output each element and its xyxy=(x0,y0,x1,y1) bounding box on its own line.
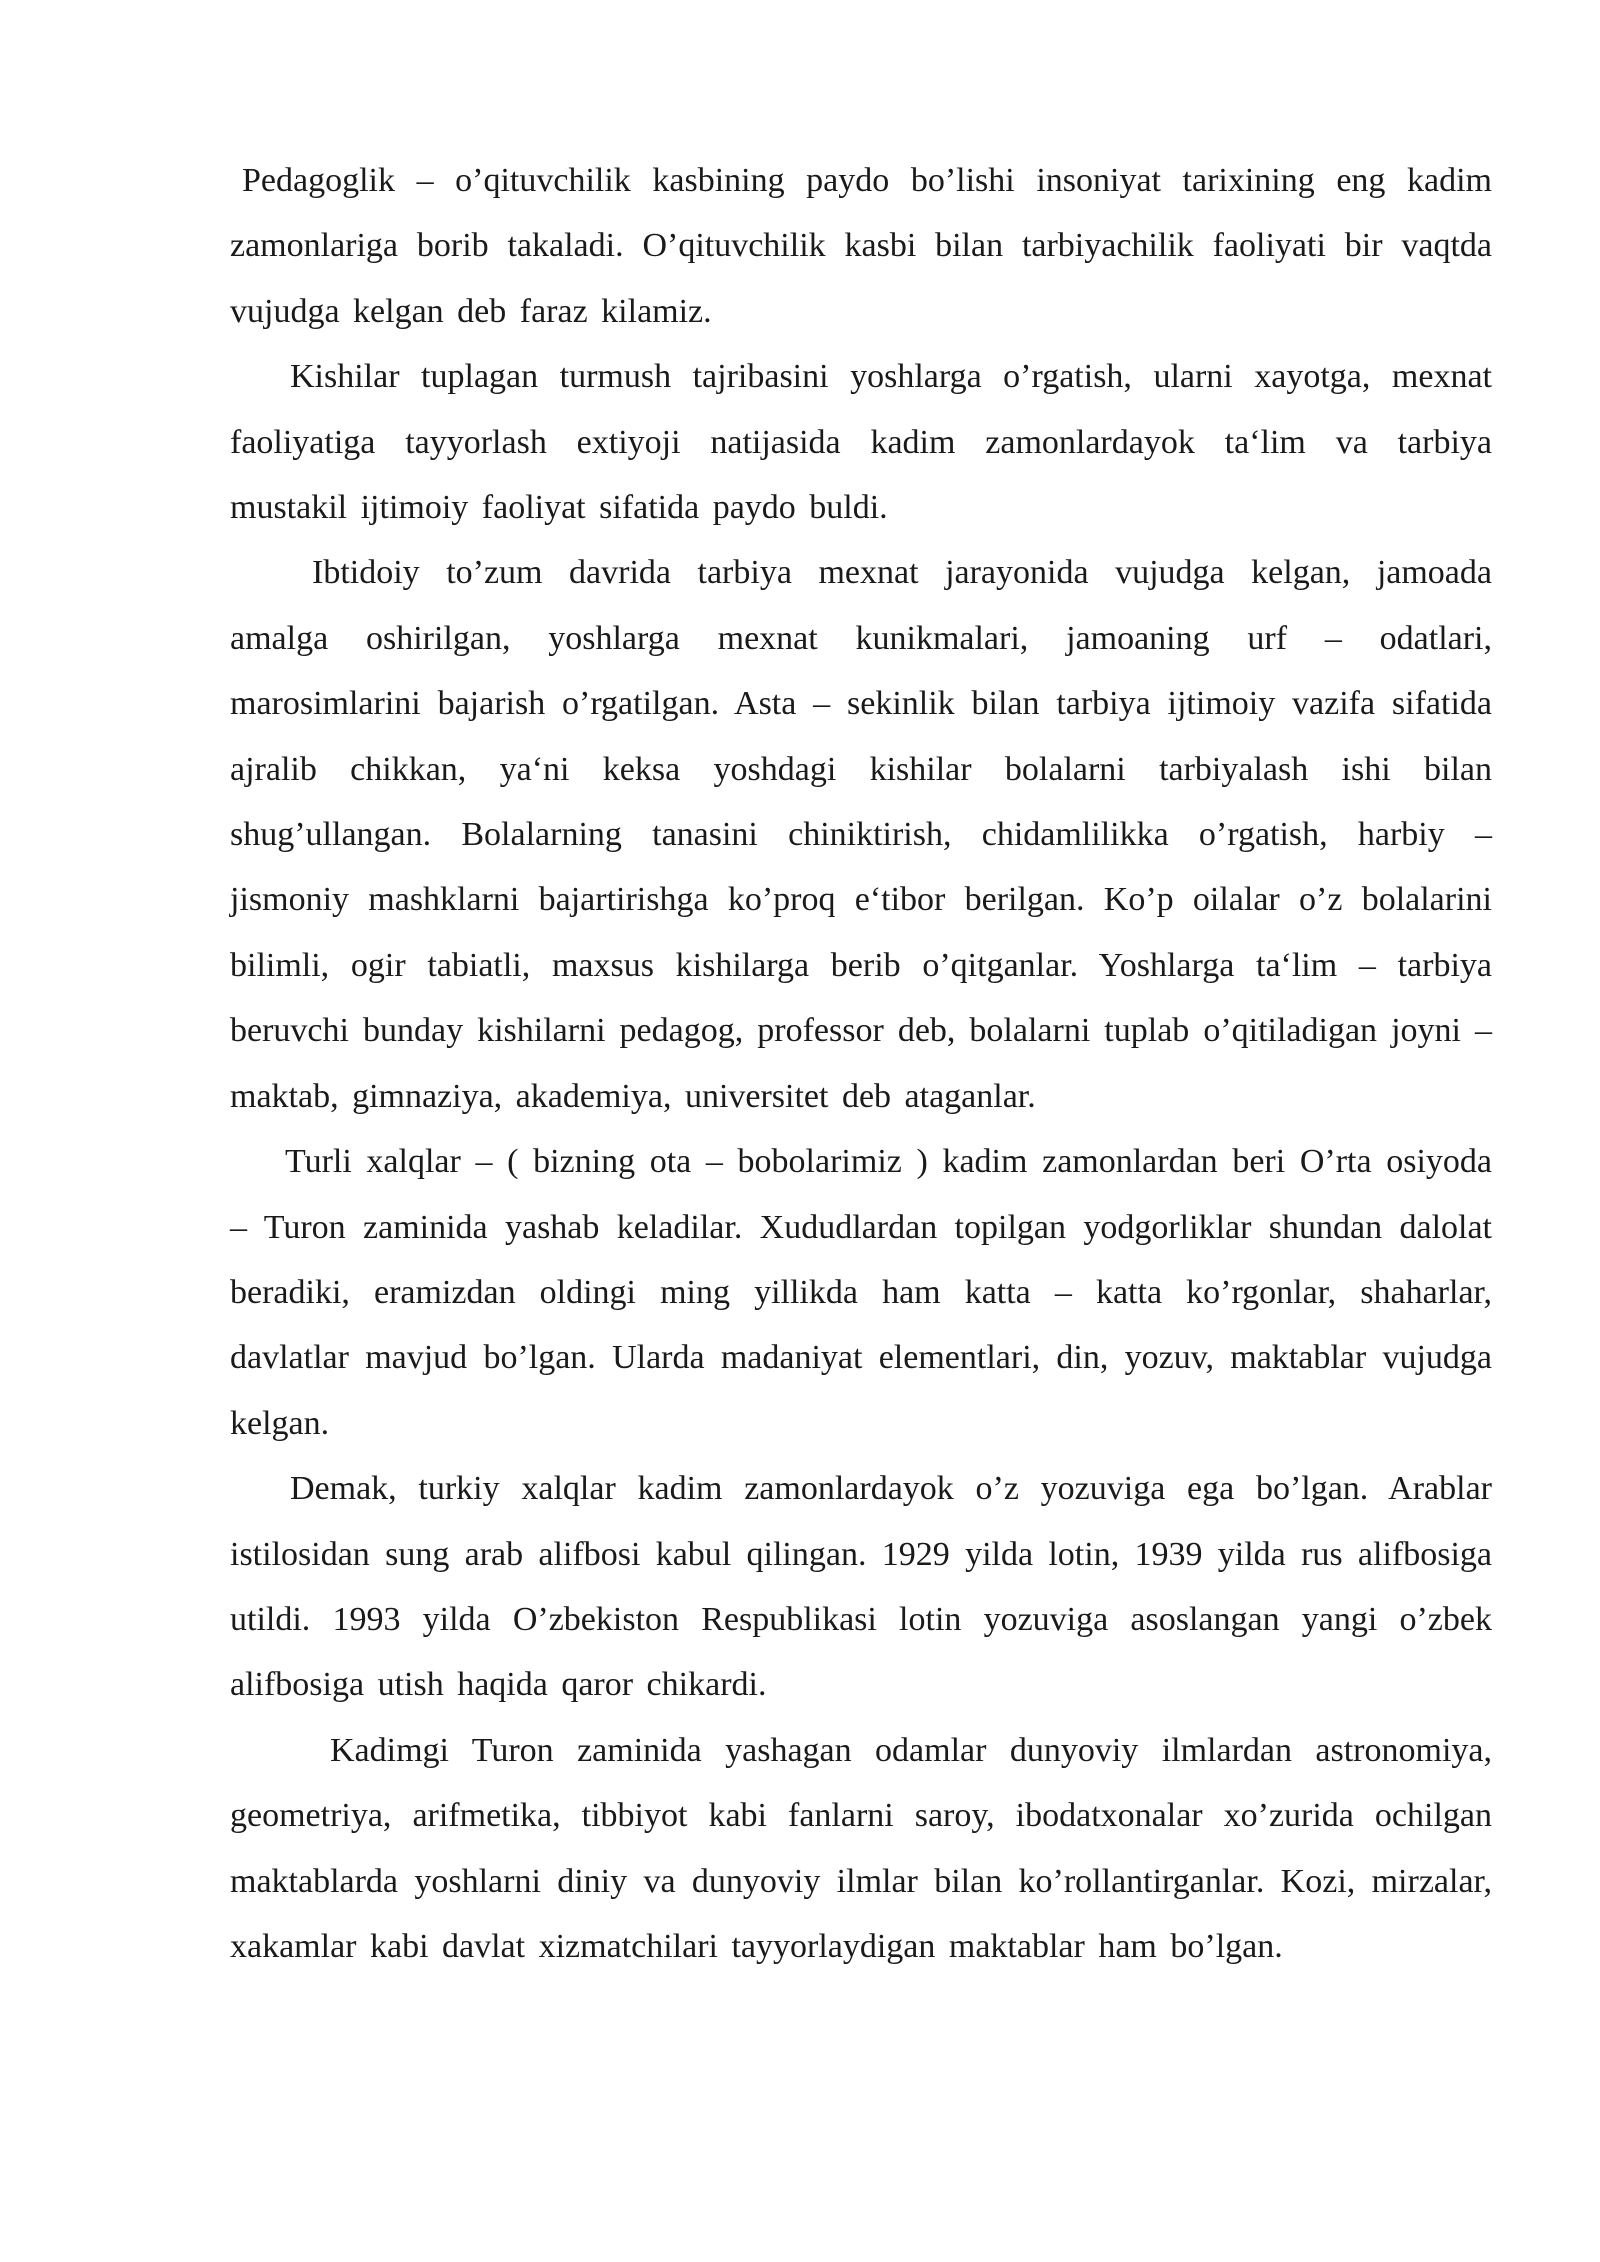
paragraph-3: Ibtidoiy to’zum davrida tarbiya mexnat jarayonida vujudga kelgan, jamoada amalga oshirilgan, yoshlarga mexnat kunikmalari, jamoaning urf – odatlari, marosimlarini bajarish o’rgatilgan. Asta – sekinlik bilan tarbiya ijtimoiy vazifa sifatida ajralib chikkan, ya‘ni keksa yoshdagi kishilar bolalarni tarbiyalash ishi bilan shug’ullangan. Bolalarning tanasini chiniktirish, chidamlilikka o’rgatish, harbiy – jismoniy mashklarni bajartirishga ko’proq e‘tibor berilgan. Ko’p oilalar o’z bolalarini bilimli, ogir tabiatli, maxsus kishilarga berib o’qitganlar. Yoshlarga ta‘lim – tarbiya beruvchi bunday kishilarni pedagog, professor deb, bolalarni tuplab o’qitiladigan joyni – maktab, gimnaziya, akademiya, universitet deb ataganlar. xyxy=(230,554,1492,1115)
paragraph-6: Kadimgi Turon zaminida yashagan odamlar dunyoviy ilmlardan astronomiya, geometriya, arifmetika, tibbiyot kabi fanlarni saroy, ibodatxonalar xo’zurida ochilgan maktablarda yoshlarni diniy va dunyoviy ilmlar bilan ko’rollantirganlar. Kozi, mirzalar, xakamlar kabi davlat xizmatchilari tayyorlaydigan maktablar ham bo’lgan. xyxy=(230,1731,1492,1965)
paragraph-2: Kishilar tuplagan turmush tajribasini yoshlarga o’rgatish, ularni xayotga, mexnat faoliyatiga tayyorlash extiyoji natijasida kadim zamonlardayok ta‘lim va tarbiya mustakil ijtimoiy faoliyat sifatida paydo buldi. xyxy=(230,358,1492,527)
paragraph-4: Turli xalqlar – ( bizning ota – bobolarimiz ) kadim zamonlardan beri O’rta osiyoda – Turon zaminida yashab keladilar. Xududlardan topilgan yodgorliklar shundan dalolat beradiki, eramizdan oldingi ming yillikda ham katta – katta ko’rgonlar, shaharlar, davlatlar mavjud bo’lgan. Ularda madaniyat elementlari, din, yozuv, maktablar vujudga kelgan. xyxy=(230,1143,1492,1442)
document-body xyxy=(230,148,1492,1979)
paragraph-1: Pedagoglik – o’qituvchilik kasbining paydo bo’lishi insoniyat tarixining eng kadim zamonlariga borib takaladi. O’qituvchilik kasbi bilan tarbiyachilik faoliyati bir vaqtda vujudga kelgan deb faraz kilamiz. xyxy=(230,162,1492,330)
paragraph-5: Demak, turkiy xalqlar kadim zamonlardayok o’z yozuviga ega bo’lgan. Arablar istilosidan sung arab alifbosi kabul qilingan. 1929 yilda lotin, 1939 yilda rus alifbosiga utildi. 1993 yilda O’zbekiston Respublikasi lotin yozuviga asoslangan yangi o’zbek alifbosiga utish haqida qaror chikardi. xyxy=(230,1470,1492,1704)
